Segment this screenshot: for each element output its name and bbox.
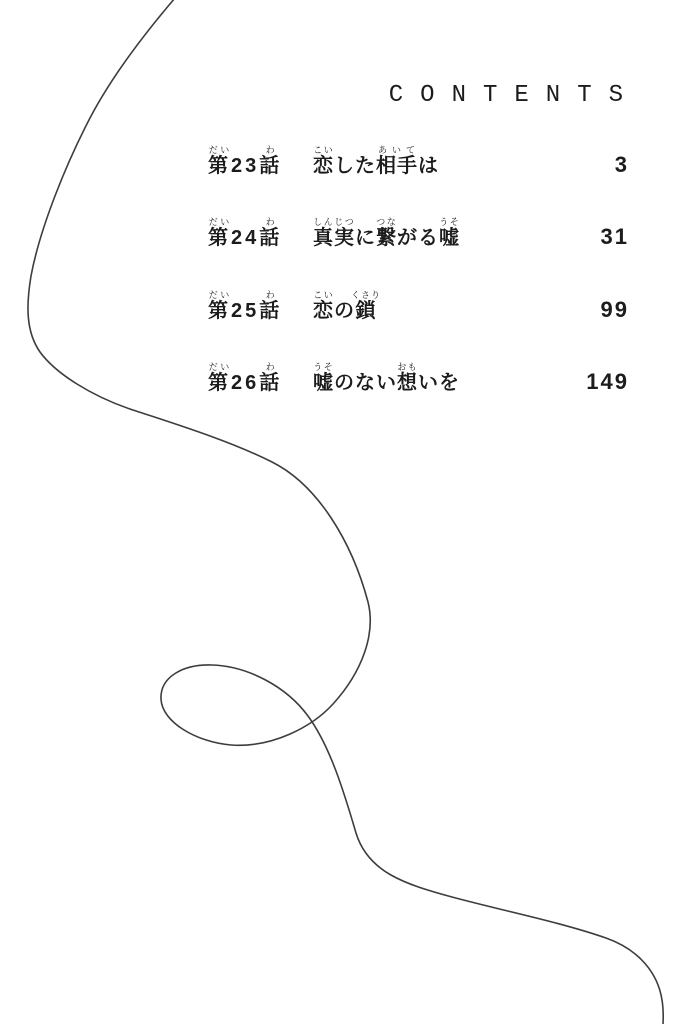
furigana-segment: 第だい [208,217,231,249]
furigana-segment: 嘘うそ [313,362,334,394]
text-segment: 24 [231,227,260,249]
furigana-segment: 話わ [259,145,283,177]
furigana-segment: 繋つな [376,217,397,249]
page-number: 3 [614,152,629,177]
chapter-label [208,145,313,178]
furigana-segment: 嘘うそ [439,217,460,249]
furigana-segment: 第だい [208,145,231,177]
furigana-segment: 想おも [397,362,418,394]
chapter-label [208,362,313,395]
text-segment: いを [418,372,460,394]
furigana-segment: 真実しんじつ [313,217,355,249]
text-segment: 26 [231,372,260,394]
chapter-title [313,362,586,395]
furigana-segment: 第だい [208,290,231,322]
furigana-segment: 第だい [208,362,231,394]
text-segment: は [418,155,439,177]
page-number: 31 [600,224,629,249]
furigana-segment: 恋こい [313,290,334,322]
chapter-title [313,290,601,323]
text-segment: のない [334,372,397,394]
chapter-title [313,145,615,178]
text-segment: 25 [231,300,260,322]
chapter-label [208,217,313,250]
text-segment: がる [397,227,439,249]
text-segment: に [355,227,376,249]
toc-row [208,145,629,178]
text-segment: 23 [231,155,260,177]
page-title: CONTENTS [388,82,640,109]
furigana-segment: 恋こい [313,145,334,177]
page-number: 99 [600,297,629,322]
text-segment: の [334,300,355,322]
page-number: 149 [586,369,629,394]
chapter-label [208,290,313,323]
text-segment: した [334,155,376,177]
furigana-segment: 話わ [259,290,283,322]
toc-row [208,362,629,395]
chapter-title [313,217,601,250]
toc-row [208,290,629,323]
furigana-segment: 話わ [259,217,283,249]
furigana-segment: 話わ [259,362,283,394]
furigana-segment: 相手あいて [376,145,418,177]
toc-row [208,217,629,250]
furigana-segment: 鎖くさり [351,290,382,322]
